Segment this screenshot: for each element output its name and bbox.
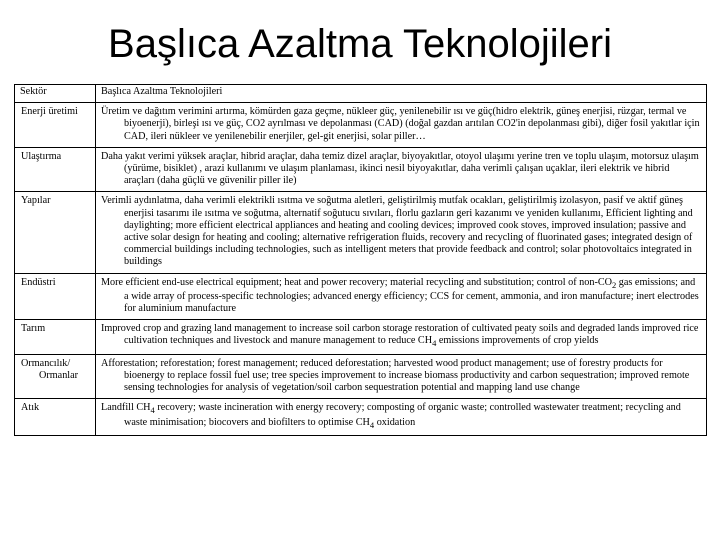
subscript: 2	[612, 279, 617, 290]
technology-cell	[96, 320, 707, 354]
technology-cell: Daha yakıt verimi yüksek araçlar, hibrid araçlar, daha temiz dizel araçlar, biyoyakıtlar, otoyol ulaşımı yerine tren ve toplu ulaşım, motorsuz ulaşım (yürüme, bisiklet) , arazi kullanımı ve ulaşım planlaması, ikinci nesil biyoyakıtlar, daha verimli çalışan uçaklar, ileri elektrik ve hibrid araçları (daha güçlü ve güvenilir piller ile)	[96, 147, 707, 192]
sector-cell: Yapılar	[15, 192, 96, 273]
technology-cell: Üretim ve dağıtım verimini artırma, kömürden gaza geçme, nükleer güç, yenilenebilir ısı ve güç(hidro elektrik, güneş enerjisi, rüzgar, termal ve biyoenerji), birleşi ısı ve güç, CO2 ayrılması ve depolanması (CAD) (doğal gazdan arıtılan CO2'in depolanması gibi), diğer fosil yakıtlar için CAD, ileri nükleer ve yenilenebilir enerjiler, gel-git enerjisi, solar piller…	[96, 103, 707, 148]
table-row	[15, 273, 707, 320]
header-sector: Sektör	[15, 85, 96, 103]
cell-text: oxidation	[374, 416, 416, 428]
table-row	[15, 147, 707, 192]
subscript: 4	[369, 419, 375, 430]
sector-cell: Endüstri	[15, 273, 96, 320]
technology-cell: Verimli aydınlatma, daha verimli elektrikli ısıtma ve soğutma aletleri, geliştirilmiş mutfak ocakları, geliştirilmiş izolasyon, pasif ve aktif güneş enerjisi tasarımı ile ısıtma ve soğutma, alternatif soğutucu sıvıları, florlu gazların geri kazanımı ve yeniden kullanımı, Efficient lighting and daylighting; more efficient electrical appliances and heating and cooling devices; improved cook stoves, improved insulation; passive and active solar design for heating and cooling; alternative refrigeration fluids, recovery and recycling of fluorinated gases; integrated design of commercial buildings including technologies, such as intelligent meters that provide feedback and control; solar photovoltaics integrated in buildings	[96, 192, 707, 273]
cell-text: Landfill CH	[101, 402, 151, 414]
technology-cell: Afforestation; reforestation; forest management; reduced deforestation; harvested wood product management; use of forestry products for bioenergy to replace fossil fuel use; tree species improvement to increase biomass productivity and carbon sequestration; improved remote sensing technologies for analysis of vegetation/soil carbon sequestration potential and mapping land use change	[96, 354, 707, 399]
cell-text: More efficient end-use electrical equipment; heat and power recovery; material recycling and substitution; control of non-CO	[101, 276, 612, 288]
subscript: 4	[432, 338, 437, 349]
table-row	[15, 399, 707, 435]
cell-text: Improved crop and grazing land management to increase soil carbon storage restoration of cultivated peaty soils and degraded lands improved rice cultivation techniques and livestock and manure management to reduce CH	[101, 323, 699, 347]
cell-text: recovery; waste incineration with energy recovery; composting of organic waste; controlled wastewater treatment; recycling and waste minimisation; biocovers and biofilters to optimise CH	[124, 402, 681, 428]
sector-cell: Atık	[15, 399, 96, 435]
sector-cell: Ormancılık/ Ormanlar	[15, 354, 96, 399]
sector-cell: Ulaştırma	[15, 147, 96, 192]
table-row	[15, 320, 707, 354]
table-header-row	[15, 85, 707, 103]
sector-cell: Enerji üretimi	[15, 103, 96, 148]
technology-cell	[96, 273, 707, 320]
subscript: 4	[150, 405, 155, 416]
mitigation-technologies-table	[14, 84, 707, 436]
table-row	[15, 103, 707, 148]
page-title: Başlıca Azaltma Teknolojileri	[108, 22, 612, 66]
table-row	[15, 192, 707, 273]
table-row	[15, 354, 707, 399]
sector-cell: Tarım	[15, 320, 96, 354]
header-technologies: Başlıca Azaltma Teknolojileri	[96, 85, 707, 103]
cell-text: emissions improvements of crop yields	[436, 335, 599, 347]
cell-text: gas emissions; and a wide array of process-specific technologies; advanced energy efficiency; CCS for cement, ammonia, and iron manufacture; inert electrodes for aluminium manufacture	[124, 276, 699, 315]
technology-cell	[96, 399, 707, 435]
